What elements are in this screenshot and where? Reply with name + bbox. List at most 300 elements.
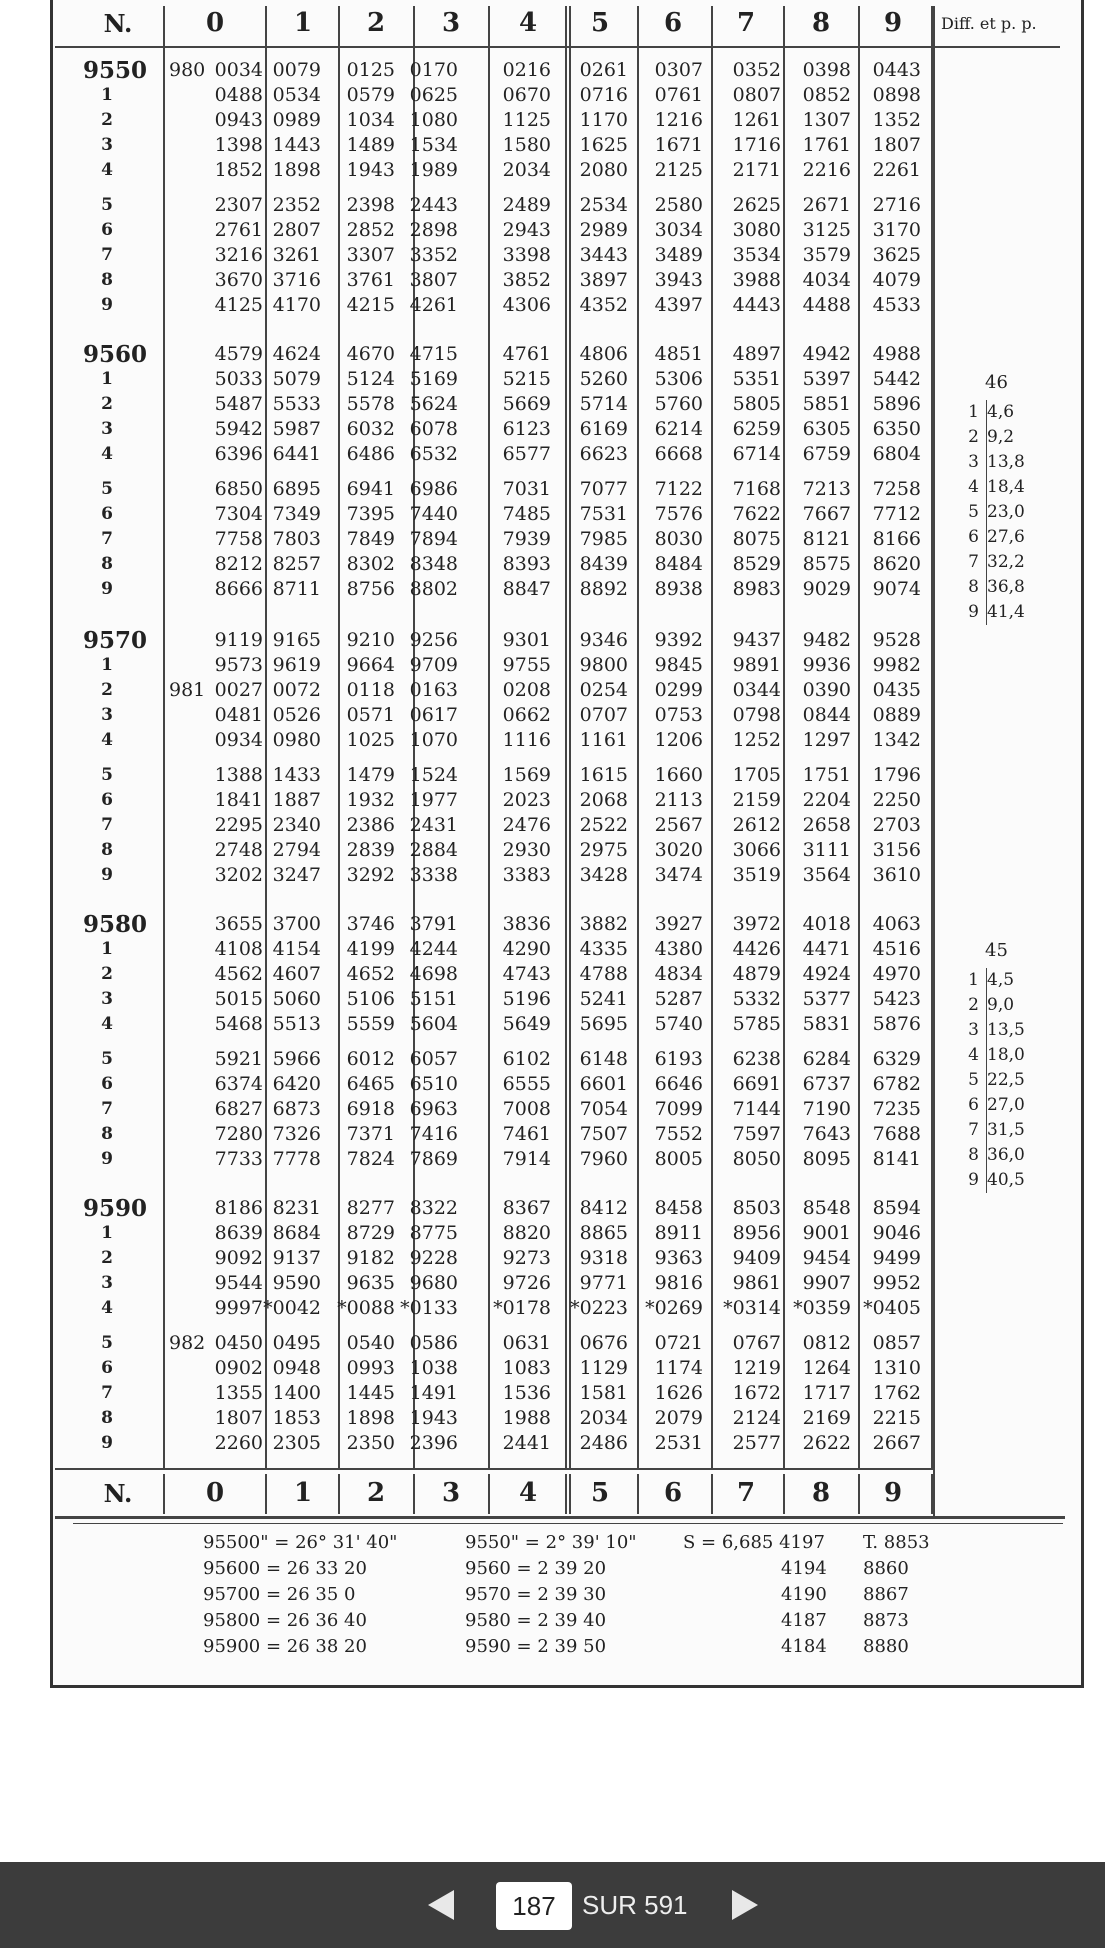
table-cell: 0767: [732, 1332, 781, 1354]
pp-multiplier: 9: [968, 1170, 979, 1190]
table-cell: 8484: [654, 553, 703, 575]
table-cell: 2839: [346, 839, 395, 861]
pp-multiplier: 5: [968, 1070, 979, 1090]
table-cell: 8548: [802, 1197, 851, 1219]
arrow-right-icon: [732, 1890, 758, 1920]
table-cell: 4261: [409, 294, 458, 316]
table-cell: 2340: [272, 814, 321, 836]
table-row: [63, 937, 943, 962]
table-cell: 9982: [872, 654, 921, 676]
table-cell: 5805: [732, 393, 781, 415]
table-row: [63, 838, 943, 863]
top-header-col: 1: [293, 8, 313, 38]
table-row: [63, 108, 943, 133]
row-n-label: 2: [101, 110, 113, 130]
table-cell: 3338: [409, 864, 458, 886]
table-cell: 4743: [502, 963, 551, 985]
table-row: [63, 728, 943, 753]
table-cell: 5106: [346, 988, 395, 1010]
pp-value: 18,4: [987, 477, 1025, 497]
pp-row: [965, 968, 1075, 993]
table-cell: 0079: [272, 59, 321, 81]
table-cell: 9182: [346, 1247, 395, 1269]
table-cell: 1762: [872, 1382, 921, 1404]
table-cell: 2567: [654, 814, 703, 836]
table-cell: 1170: [579, 109, 628, 131]
block-n-label: 9580: [83, 911, 148, 938]
table-row: [63, 1147, 943, 1172]
table-cell: 5033: [214, 368, 263, 390]
table-cell: 1932: [346, 789, 395, 811]
table-cell: 0118: [346, 679, 395, 701]
row-n-label: 9: [101, 1149, 113, 1169]
table-cell: 2671: [802, 194, 851, 216]
table-row: [63, 1406, 943, 1431]
table-cell: 8575: [802, 553, 851, 575]
row-n-label: 1: [101, 655, 113, 675]
table-cell: 4335: [579, 938, 628, 960]
table-cell: 0216: [502, 59, 551, 81]
table-cell: 2307: [214, 194, 263, 216]
table-cell: 3202: [214, 864, 263, 886]
table-cell: 1671: [654, 134, 703, 156]
table-cell: 6305: [802, 418, 851, 440]
table-cell: 0989: [272, 109, 321, 131]
table-cell: 0488: [214, 84, 263, 106]
row-n-label: 4: [101, 1014, 113, 1034]
table-cell: 2261: [872, 159, 921, 181]
table-cell: 0844: [802, 704, 851, 726]
table-row: [63, 1331, 943, 1356]
table-cell: 6486: [346, 443, 395, 465]
table-cell: 7939: [502, 528, 551, 550]
table-cell: 4533: [872, 294, 921, 316]
table-cell: 7326: [272, 1123, 321, 1145]
table-cell: 7531: [579, 503, 628, 525]
row-n-label: 3: [101, 705, 113, 725]
table-cell: 1400: [272, 1382, 321, 1404]
table-row: [63, 133, 943, 158]
table-cell: 1660: [654, 764, 703, 786]
footer-t-value: T. 8853: [863, 1532, 930, 1553]
table-cell: 6374: [214, 1073, 263, 1095]
bottom-header-col: 8: [811, 1478, 831, 1508]
table-cell: 3170: [872, 219, 921, 241]
pp-value: 27,0: [987, 1095, 1025, 1115]
table-cell: 7778: [272, 1148, 321, 1170]
table-row: [63, 1246, 943, 1271]
footer-s-value: 4190: [781, 1584, 827, 1605]
table-cell: 5578: [346, 393, 395, 415]
table-cell: 7485: [502, 503, 551, 525]
table-cell: 1580: [502, 134, 551, 156]
table-cell: 5397: [802, 368, 851, 390]
table-cell: 7144: [732, 1098, 781, 1120]
table-cell: 6169: [579, 418, 628, 440]
table-cell: 0481: [214, 704, 263, 726]
column-rule: [565, 1474, 567, 1514]
table-cell: 7416: [409, 1123, 458, 1145]
table-cell: 4607: [272, 963, 321, 985]
table-cell: 9528: [872, 629, 921, 651]
column-rule: [783, 1474, 785, 1514]
table-cell: 6601: [579, 1073, 628, 1095]
pp-multiplier: 3: [968, 452, 979, 472]
table-cell: 8212: [214, 553, 263, 575]
pp-value: 27,6: [987, 527, 1025, 547]
bottom-header-col: 9: [883, 1478, 903, 1508]
table-cell: 0307: [654, 59, 703, 81]
table-cell: 1264: [802, 1357, 851, 1379]
table-cell: 7031: [502, 478, 551, 500]
table-cell: 2612: [732, 814, 781, 836]
page-number-input[interactable]: [496, 1882, 572, 1930]
pp-multiplier: 3: [968, 1020, 979, 1040]
table-cell: 9228: [409, 1247, 458, 1269]
pp-multiplier: 2: [968, 427, 979, 447]
table-cell: 9119: [214, 629, 263, 651]
table-row: [63, 1047, 943, 1072]
table-cell: 0254: [579, 679, 628, 701]
table-cell: 3034: [654, 219, 703, 241]
row-n-label: 6: [101, 1358, 113, 1378]
table-cell: 2943: [502, 219, 551, 241]
table-row: [63, 58, 943, 83]
table-cell: 6123: [502, 418, 551, 440]
table-cell: 0526: [272, 704, 321, 726]
table-cell: 4788: [579, 963, 628, 985]
bottom-header-col: 7: [736, 1478, 756, 1508]
table-cell: 6284: [802, 1048, 851, 1070]
table-cell: 3111: [802, 839, 851, 861]
table-cell: 6737: [802, 1073, 851, 1095]
table-cell: 7235: [872, 1098, 921, 1120]
table-cell: 6420: [272, 1073, 321, 1095]
table-cell: 2295: [214, 814, 263, 836]
table-cell: 4970: [872, 963, 921, 985]
table-cell: 9755: [502, 654, 551, 676]
table-cell: 0034: [214, 59, 263, 81]
table-cell: 9454: [802, 1247, 851, 1269]
table-cell: 4579: [214, 343, 263, 365]
top-header-col: 4: [518, 8, 538, 38]
block-n-label: 9570: [83, 627, 148, 654]
table-cell: 3670: [214, 269, 263, 291]
table-row: [63, 1221, 943, 1246]
column-rule: [163, 1474, 165, 1514]
table-cell: 1174: [654, 1357, 703, 1379]
table-cell: 2930: [502, 839, 551, 861]
table-cell: 1070: [409, 729, 458, 751]
row-n-label: 9: [101, 865, 113, 885]
table-cell: 1943: [409, 1407, 458, 1429]
table-cell: 2305: [272, 1432, 321, 1454]
table-cell: 7733: [214, 1148, 263, 1170]
pp-multiplier: 2: [968, 995, 979, 1015]
table-cell: 3534: [732, 244, 781, 266]
table-cell: 4063: [872, 913, 921, 935]
table-cell: 0571: [346, 704, 395, 726]
scanned-page: [50, 0, 1084, 1688]
table-cell: 7440: [409, 503, 458, 525]
table-cell: 9680: [409, 1272, 458, 1294]
table-cell: 8666: [214, 578, 263, 600]
table-cell: 1261: [732, 109, 781, 131]
table-cell: 9482: [802, 629, 851, 651]
pp-row: [965, 550, 1075, 575]
cell-prefix: 982: [169, 1332, 206, 1354]
row-n-label: 5: [101, 195, 113, 215]
table-cell: 9816: [654, 1272, 703, 1294]
table-cell: 8121: [802, 528, 851, 550]
row-n-label: 1: [101, 939, 113, 959]
table-cell: 5487: [214, 393, 263, 415]
table-cell: 9709: [409, 654, 458, 676]
table-cell: 2250: [872, 789, 921, 811]
table-cell: 4942: [802, 343, 851, 365]
row-n-label: 3: [101, 989, 113, 1009]
pp-row: [965, 425, 1075, 450]
table-cell: 9907: [802, 1272, 851, 1294]
table-cell: 4851: [654, 343, 703, 365]
table-cell: 7304: [214, 503, 263, 525]
pp-row: [965, 1068, 1075, 1093]
top-header-col: 7: [736, 8, 756, 38]
table-cell: 6963: [409, 1098, 458, 1120]
table-cell: 8820: [502, 1222, 551, 1244]
table-cell: 6329: [872, 1048, 921, 1070]
table-cell: 9544: [214, 1272, 263, 1294]
table-cell: 9845: [654, 654, 703, 676]
pp-value: 9,0: [987, 995, 1015, 1015]
table-cell: 5624: [409, 393, 458, 415]
table-row: [63, 628, 943, 653]
table-cell: 4806: [579, 343, 628, 365]
table-cell: *0359: [793, 1297, 851, 1319]
table-cell: 7824: [346, 1148, 395, 1170]
row-n-label: 3: [101, 135, 113, 155]
table-cell: 5287: [654, 988, 703, 1010]
table-cell: 9437: [732, 629, 781, 651]
table-cell: 7758: [214, 528, 263, 550]
table-row: [63, 442, 943, 467]
table-cell: 8458: [654, 1197, 703, 1219]
row-n-label: 5: [101, 1333, 113, 1353]
top-header-col: 9: [883, 8, 903, 38]
table-cell: 4426: [732, 938, 781, 960]
table-cell: 0812: [802, 1332, 851, 1354]
table-cell: 2396: [409, 1432, 458, 1454]
table-cell: 3383: [502, 864, 551, 886]
table-cell: 2577: [732, 1432, 781, 1454]
table-cell: 2431: [409, 814, 458, 836]
row-n-label: 7: [101, 245, 113, 265]
table-cell: 5966: [272, 1048, 321, 1070]
table-cell: 8257: [272, 553, 321, 575]
pp-value: 22,5: [987, 1070, 1025, 1090]
table-cell: 3836: [502, 913, 551, 935]
table-cell: 1116: [502, 729, 551, 751]
pp-multiplier: 1: [968, 402, 979, 422]
table-row: [63, 552, 943, 577]
table-cell: 8075: [732, 528, 781, 550]
table-cell: 3882: [579, 913, 628, 935]
table-cell: 6873: [272, 1098, 321, 1120]
table-cell: 2852: [346, 219, 395, 241]
page-navigation-bar: [0, 1862, 1105, 1948]
table-cell: 4380: [654, 938, 703, 960]
pp-multiplier: 8: [968, 577, 979, 597]
table-cell: 9392: [654, 629, 703, 651]
table-cell: 0898: [872, 84, 921, 106]
table-cell: 3700: [272, 913, 321, 935]
bottom-header-rule-top: [55, 1468, 935, 1470]
table-cell: 7168: [732, 478, 781, 500]
table-cell: 3564: [802, 864, 851, 886]
table-cell: 1080: [409, 109, 458, 131]
table-cell: 0807: [732, 84, 781, 106]
table-cell: 5785: [732, 1013, 781, 1035]
table-cell: 8729: [346, 1222, 395, 1244]
table-cell: 3080: [732, 219, 781, 241]
table-cell: 8711: [272, 578, 321, 600]
table-cell: 2716: [872, 194, 921, 216]
table-cell: 1355: [214, 1382, 263, 1404]
row-n-label: 8: [101, 270, 113, 290]
table-cell: 0163: [409, 679, 458, 701]
table-cell: 5468: [214, 1013, 263, 1035]
row-n-label: 5: [101, 479, 113, 499]
table-cell: 0798: [732, 704, 781, 726]
column-rule: [338, 1474, 340, 1514]
table-cell: 3307: [346, 244, 395, 266]
table-cell: 1219: [732, 1357, 781, 1379]
table-cell: 1129: [579, 1357, 628, 1379]
table-cell: 3927: [654, 913, 703, 935]
table-cell: 0934: [214, 729, 263, 751]
table-cell: 9210: [346, 629, 395, 651]
table-cell: 9771: [579, 1272, 628, 1294]
table-cell: *0042: [263, 1297, 321, 1319]
pp-value: 18,0: [987, 1045, 1025, 1065]
pp-value: 31,5: [987, 1120, 1025, 1140]
table-cell: 5060: [272, 988, 321, 1010]
table-row: [63, 342, 943, 367]
table-cell: 5714: [579, 393, 628, 415]
table-cell: 1536: [502, 1382, 551, 1404]
table-cell: 0761: [654, 84, 703, 106]
table-cell: 9001: [802, 1222, 851, 1244]
table-cell: 5559: [346, 1013, 395, 1035]
table-cell: 7258: [872, 478, 921, 500]
table-cell: 1841: [214, 789, 263, 811]
pp-row: [965, 1143, 1075, 1168]
cell-prefix: 980: [169, 59, 206, 81]
table-cell: 4924: [802, 963, 851, 985]
table-cell: 6623: [579, 443, 628, 465]
table-cell: 0631: [502, 1332, 551, 1354]
table-cell: 7597: [732, 1123, 781, 1145]
table-cell: 3428: [579, 864, 628, 886]
top-header-diff: Diff. et p. p.: [941, 13, 1037, 33]
table-cell: 1853: [272, 1407, 321, 1429]
table-cell: 2807: [272, 219, 321, 241]
table-cell: 4715: [409, 343, 458, 365]
table-cell: 7667: [802, 503, 851, 525]
table-cell: 4488: [802, 294, 851, 316]
table-row: [63, 813, 943, 838]
table-cell: 8911: [654, 1222, 703, 1244]
table-cell: 5649: [502, 1013, 551, 1035]
table-cell: 2386: [346, 814, 395, 836]
table-cell: 8956: [732, 1222, 781, 1244]
table-cell: 0852: [802, 84, 851, 106]
table-cell: 8756: [346, 578, 395, 600]
table-cell: 9800: [579, 654, 628, 676]
pp-multiplier: 4: [968, 477, 979, 497]
table-cell: 0586: [409, 1332, 458, 1354]
row-n-label: 4: [101, 730, 113, 750]
row-n-label: 1: [101, 369, 113, 389]
table-cell: 5442: [872, 368, 921, 390]
table-cell: 1852: [214, 159, 263, 181]
table-cell: 4834: [654, 963, 703, 985]
table-cell: 7395: [346, 503, 395, 525]
table-cell: 6577: [502, 443, 551, 465]
table-cell: 6396: [214, 443, 263, 465]
row-n-label: 9: [101, 295, 113, 315]
table-cell: 1751: [802, 764, 851, 786]
table-cell: 8529: [732, 553, 781, 575]
table-cell: 0857: [872, 1332, 921, 1354]
table-cell: 8186: [214, 1197, 263, 1219]
table-cell: 0261: [579, 59, 628, 81]
table-cell: 4244: [409, 938, 458, 960]
table-cell: 0948: [272, 1357, 321, 1379]
table-cell: 4018: [802, 913, 851, 935]
table-cell: 7054: [579, 1098, 628, 1120]
next-page-button[interactable]: [722, 1882, 768, 1928]
row-n-label: 7: [101, 1383, 113, 1403]
table-cell: 2034: [502, 159, 551, 181]
previous-page-button[interactable]: [418, 1882, 464, 1928]
table-cell: 9137: [272, 1247, 321, 1269]
table-cell: 2034: [579, 1407, 628, 1429]
table-cell: 1252: [732, 729, 781, 751]
table-cell: 6510: [409, 1073, 458, 1095]
column-rule: [265, 1474, 267, 1514]
header-rule: [55, 46, 1060, 48]
table-cell: 2398: [346, 194, 395, 216]
table-cell: 6350: [872, 418, 921, 440]
table-cell: 9997: [214, 1297, 263, 1319]
table-cell: *0314: [723, 1297, 781, 1319]
table-cell: 5215: [502, 368, 551, 390]
table-cell: 4170: [272, 294, 321, 316]
row-n-label: 5: [101, 1049, 113, 1069]
table-cell: 0676: [579, 1332, 628, 1354]
top-header-col: 2: [366, 8, 386, 38]
table-cell: 6804: [872, 443, 921, 465]
pp-row: [965, 575, 1075, 600]
pp-value: 4,6: [987, 402, 1015, 422]
table-cell: 2667: [872, 1432, 921, 1454]
table-cell: 6668: [654, 443, 703, 465]
table-cell: 7461: [502, 1123, 551, 1145]
footer-s-value: 4194: [781, 1558, 827, 1579]
table-cell: 9635: [346, 1272, 395, 1294]
table-cell: 4471: [802, 938, 851, 960]
